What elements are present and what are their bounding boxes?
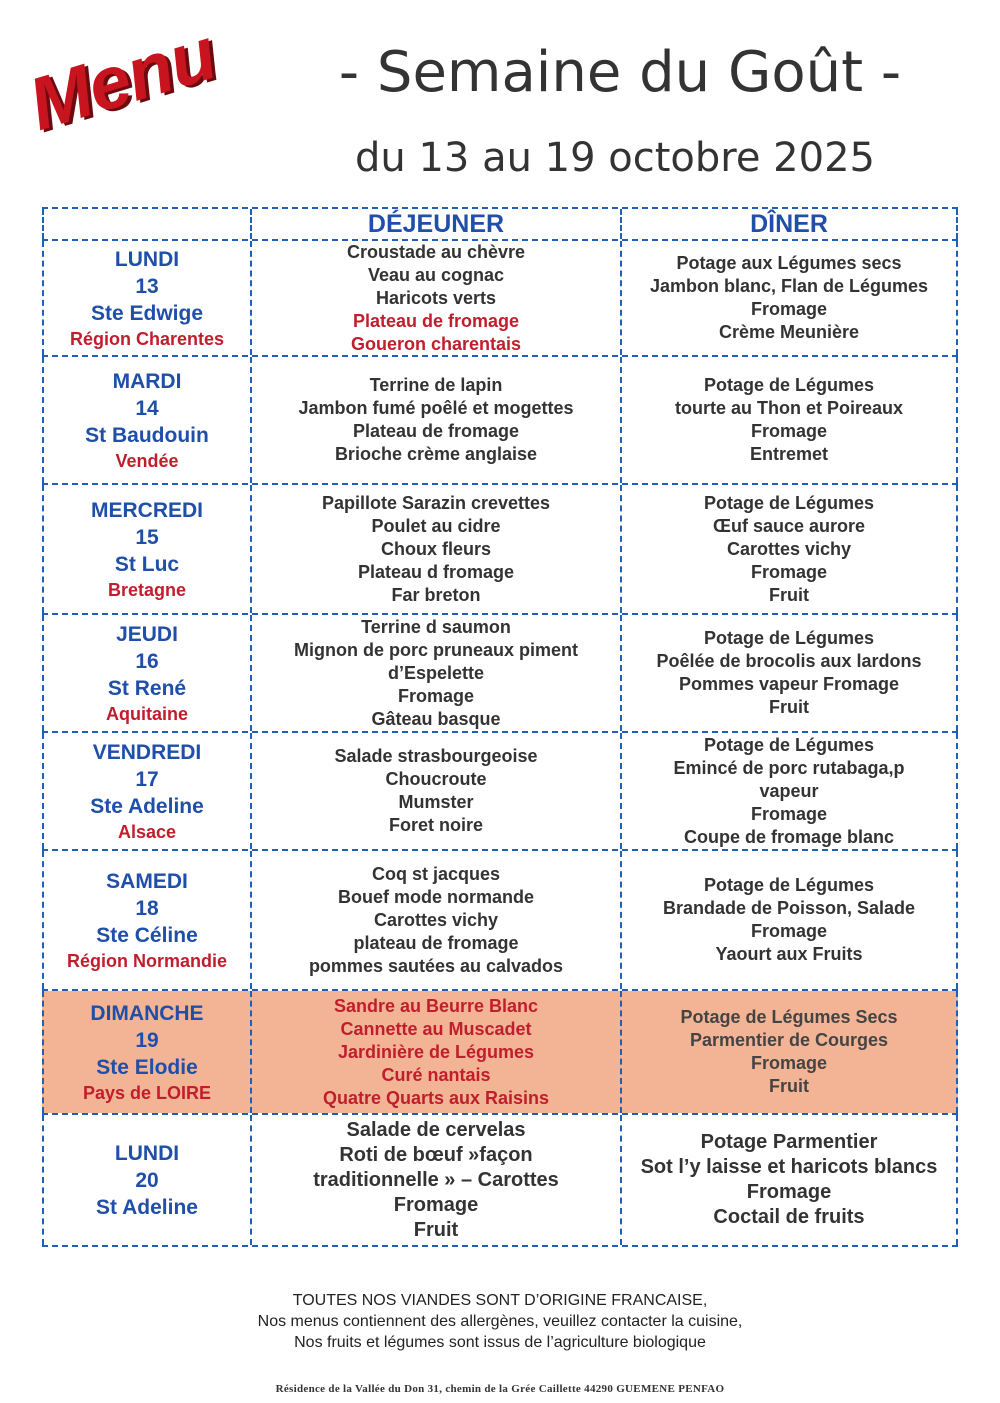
dinner-dish: Coupe de fromage blanc — [683, 826, 895, 847]
lunch-cell — [250, 485, 620, 613]
lunch-dish: Sandre au Beurre Blanc — [333, 995, 539, 1016]
lunch-dish: Gâteau basque — [371, 708, 501, 729]
lunch-dish: Plateau de fromage — [352, 421, 520, 441]
lunch-dish: Salade strasbourgeoise — [334, 746, 538, 766]
lunch-cell — [250, 615, 620, 731]
dinner-cell — [620, 851, 958, 989]
lunch-dish: Salade de cervelas — [346, 1118, 526, 1141]
dinner-dish: Fruit — [769, 584, 809, 605]
region-name: Région Charentes — [69, 328, 225, 349]
day-name: VENDREDI — [92, 740, 202, 764]
dinner-dish: Fromage — [750, 299, 828, 319]
dinner-dish: Fromage — [750, 421, 828, 441]
dinner-cell — [620, 991, 958, 1113]
dinner-dish: Fromage — [750, 803, 828, 824]
day-cell — [42, 733, 250, 849]
day-name: MERCREDI — [90, 498, 203, 522]
lunch-dish: Poulet au cidre — [371, 515, 501, 536]
dinner-dish: Potage de Légumes — [703, 875, 875, 895]
day-name: LUNDI — [114, 1141, 180, 1165]
table-row — [42, 485, 958, 615]
lunch-dish: Fruit — [413, 1218, 459, 1241]
dinner-dish: Coctail de fruits — [713, 1206, 865, 1228]
dinner-dish: Fromage — [750, 561, 828, 582]
dinner-cell — [620, 485, 958, 613]
day-cell — [42, 357, 250, 483]
lunch-dish: Terrine de lapin — [369, 375, 503, 395]
header-empty-cell — [42, 209, 250, 239]
dinner-dish: Fromage — [750, 1053, 828, 1073]
table-row — [42, 733, 958, 851]
day-date: 13 — [135, 274, 159, 298]
saint-name: St René — [107, 676, 187, 700]
lunch-dish: Quatre Quarts aux Raisins — [322, 1087, 550, 1108]
menu-table — [42, 207, 958, 1247]
region-name: Bretagne — [107, 579, 187, 600]
day-date: 14 — [135, 396, 159, 420]
day-date: 18 — [135, 896, 159, 920]
lunch-dish: Plateau d fromage — [357, 561, 515, 582]
lunch-cell — [250, 357, 620, 483]
table-row — [42, 1115, 958, 1247]
lunch-dish: Carottes vichy — [373, 909, 499, 930]
address-line: Résidence de la Vallée du Don 31, chemin de la Grée Caillette 44290 GUEMENE PENFAO — [275, 1383, 725, 1395]
lunch-dish: Brioche crème anglaise — [334, 444, 538, 464]
lunch-dish: Coq st jacques — [371, 863, 501, 884]
dinner-dish: tourte au Thon et Poireaux — [674, 398, 904, 418]
lunch-dish: Terrine d saumon — [361, 616, 511, 637]
footer-line: Nos fruits et légumes sont issus de l’agriculture biologique — [294, 1334, 706, 1351]
dinner-dish: Fromage — [750, 921, 828, 941]
dinner-dish: Potage de Légumes — [703, 734, 875, 755]
dinner-cell — [620, 241, 958, 355]
dinner-dish: Jambon blanc, Flan de Légumes — [649, 276, 929, 296]
column-header-dinner: DÎNER — [750, 209, 828, 238]
saint-name: Ste Céline — [96, 923, 198, 947]
dinner-dish: Poêlée de brocolis aux lardons — [656, 651, 922, 671]
dinner-dish: Parmentier de Courges — [689, 1030, 889, 1050]
dinner-cell — [620, 733, 958, 849]
region-name: Aquitaine — [105, 703, 188, 724]
saint-name: Ste Adeline — [90, 794, 204, 818]
day-cell — [42, 485, 250, 613]
lunch-dish: Mumster — [398, 792, 474, 812]
dinner-cell — [620, 615, 958, 731]
dinner-dish: Crème Meunière — [718, 322, 860, 342]
lunch-dish: Cannette au Muscadet — [340, 1018, 532, 1039]
region-name: Vendée — [115, 450, 179, 471]
saint-name: St Luc — [114, 552, 180, 576]
dinner-cell — [620, 1115, 958, 1245]
header-lunch-cell — [250, 209, 620, 239]
lunch-cell — [250, 733, 620, 849]
dinner-dish: Fromage — [746, 1181, 832, 1203]
dinner-dish: Brandade de Poisson, Salade — [662, 898, 916, 918]
lunch-dish: Croustade au chèvre — [346, 241, 526, 262]
day-cell — [42, 615, 250, 731]
day-date: 15 — [135, 525, 159, 549]
dinner-dish: Potage de Légumes Secs — [680, 1007, 898, 1027]
dinner-dish: Yaourt aux Fruits — [715, 944, 863, 964]
menu-logo: Menu — [19, 11, 225, 147]
column-header-lunch: DÉJEUNER — [367, 209, 505, 238]
day-date: 19 — [135, 1028, 159, 1052]
lunch-cell — [250, 851, 620, 989]
day-name: SAMEDI — [106, 869, 188, 893]
day-date: 16 — [135, 649, 159, 673]
dinner-dish: Potage de Légumes — [703, 375, 875, 395]
lunch-dish: Jambon fumé poêlé et mogettes — [298, 398, 574, 418]
footer-line: Nos menus contiennent des allergènes, veuillez contacter la cuisine, — [257, 1313, 743, 1330]
dinner-dish: Potage aux Légumes secs — [676, 253, 902, 273]
lunch-dish: Veau au cognac — [367, 264, 505, 285]
lunch-cell — [250, 991, 620, 1113]
dinner-dish: vapeur — [759, 780, 819, 801]
lunch-dish: Plateau de fromage — [352, 310, 520, 331]
day-name: MARDI — [112, 369, 182, 393]
saint-name: St Adeline — [96, 1195, 198, 1219]
saint-name: Ste Elodie — [96, 1055, 198, 1079]
dinner-dish: Carottes vichy — [726, 538, 852, 559]
table-row — [42, 851, 958, 991]
dinner-dish: Potage Parmentier — [700, 1131, 878, 1153]
region-name: Pays de LOIRE — [82, 1082, 212, 1103]
day-name: DIMANCHE — [90, 1001, 204, 1025]
lunch-dish: Haricots verts — [375, 287, 497, 308]
lunch-dish: Fromage — [393, 1193, 479, 1216]
dinner-dish: Pommes vapeur Fromage — [678, 674, 900, 694]
lunch-dish: Mignon de porc pruneaux piment — [293, 639, 578, 660]
table-row — [42, 615, 958, 733]
region-name: Région Normandie — [66, 950, 227, 971]
day-cell — [42, 991, 250, 1113]
lunch-dish: Choucroute — [385, 769, 487, 789]
lunch-dish: Curé nantais — [381, 1064, 491, 1085]
table-header-row — [42, 207, 958, 241]
table-row — [42, 357, 958, 485]
dinner-dish: Potage de Légumes — [703, 492, 875, 513]
lunch-dish: Far breton — [391, 584, 481, 605]
lunch-dish: Jardinière de Légumes — [337, 1041, 535, 1062]
lunch-dish: Roti de bœuf »façon — [339, 1143, 533, 1166]
dinner-dish: Entremet — [749, 444, 829, 464]
lunch-dish: pommes sautées au calvados — [308, 955, 564, 976]
footer-notes — [150, 1290, 850, 1353]
dinner-dish: Œuf sauce aurore — [712, 515, 866, 536]
header-dinner-cell — [620, 209, 958, 239]
region-name: Alsace — [117, 821, 177, 842]
footer-line: TOUTES NOS VIANDES SONT D’ORIGINE FRANCAISE, — [292, 1292, 708, 1309]
day-date: 20 — [135, 1168, 159, 1192]
day-name: JEUDI — [116, 622, 178, 646]
dinner-dish: Potage de Légumes — [703, 628, 875, 648]
dinner-dish: Fruit — [769, 1076, 809, 1096]
lunch-dish: Goueron charentais — [350, 333, 522, 354]
day-date: 17 — [135, 767, 159, 791]
lunch-dish: traditionnelle » – Carottes — [313, 1168, 559, 1191]
day-name: LUNDI — [114, 247, 180, 271]
lunch-dish: Papillote Sarazin crevettes — [321, 492, 551, 513]
lunch-dish: Fromage — [397, 685, 475, 706]
dinner-dish: Fruit — [769, 697, 809, 717]
dinner-dish: Emincé de porc rutabaga,p — [673, 757, 905, 778]
saint-name: St Baudouin — [85, 423, 209, 447]
lunch-dish: Foret noire — [388, 815, 483, 835]
saint-name: Ste Edwige — [90, 301, 204, 325]
page-subtitle: du 13 au 19 octobre 2025 — [355, 135, 875, 181]
lunch-cell — [250, 241, 620, 355]
day-cell — [42, 851, 250, 989]
dinner-dish: Sot l’y laisse et haricots blancs — [640, 1156, 938, 1178]
lunch-dish: d’Espelette — [387, 662, 485, 683]
day-cell — [42, 241, 250, 355]
table-row — [42, 241, 958, 357]
day-cell — [42, 1115, 250, 1245]
lunch-dish: Choux fleurs — [380, 538, 491, 559]
lunch-dish: plateau de fromage — [353, 932, 519, 953]
dinner-cell — [620, 357, 958, 483]
lunch-cell — [250, 1115, 620, 1245]
page-title: - Semaine du Goût - — [338, 40, 902, 105]
lunch-dish: Bouef mode normande — [337, 886, 534, 907]
table-row — [42, 991, 958, 1115]
